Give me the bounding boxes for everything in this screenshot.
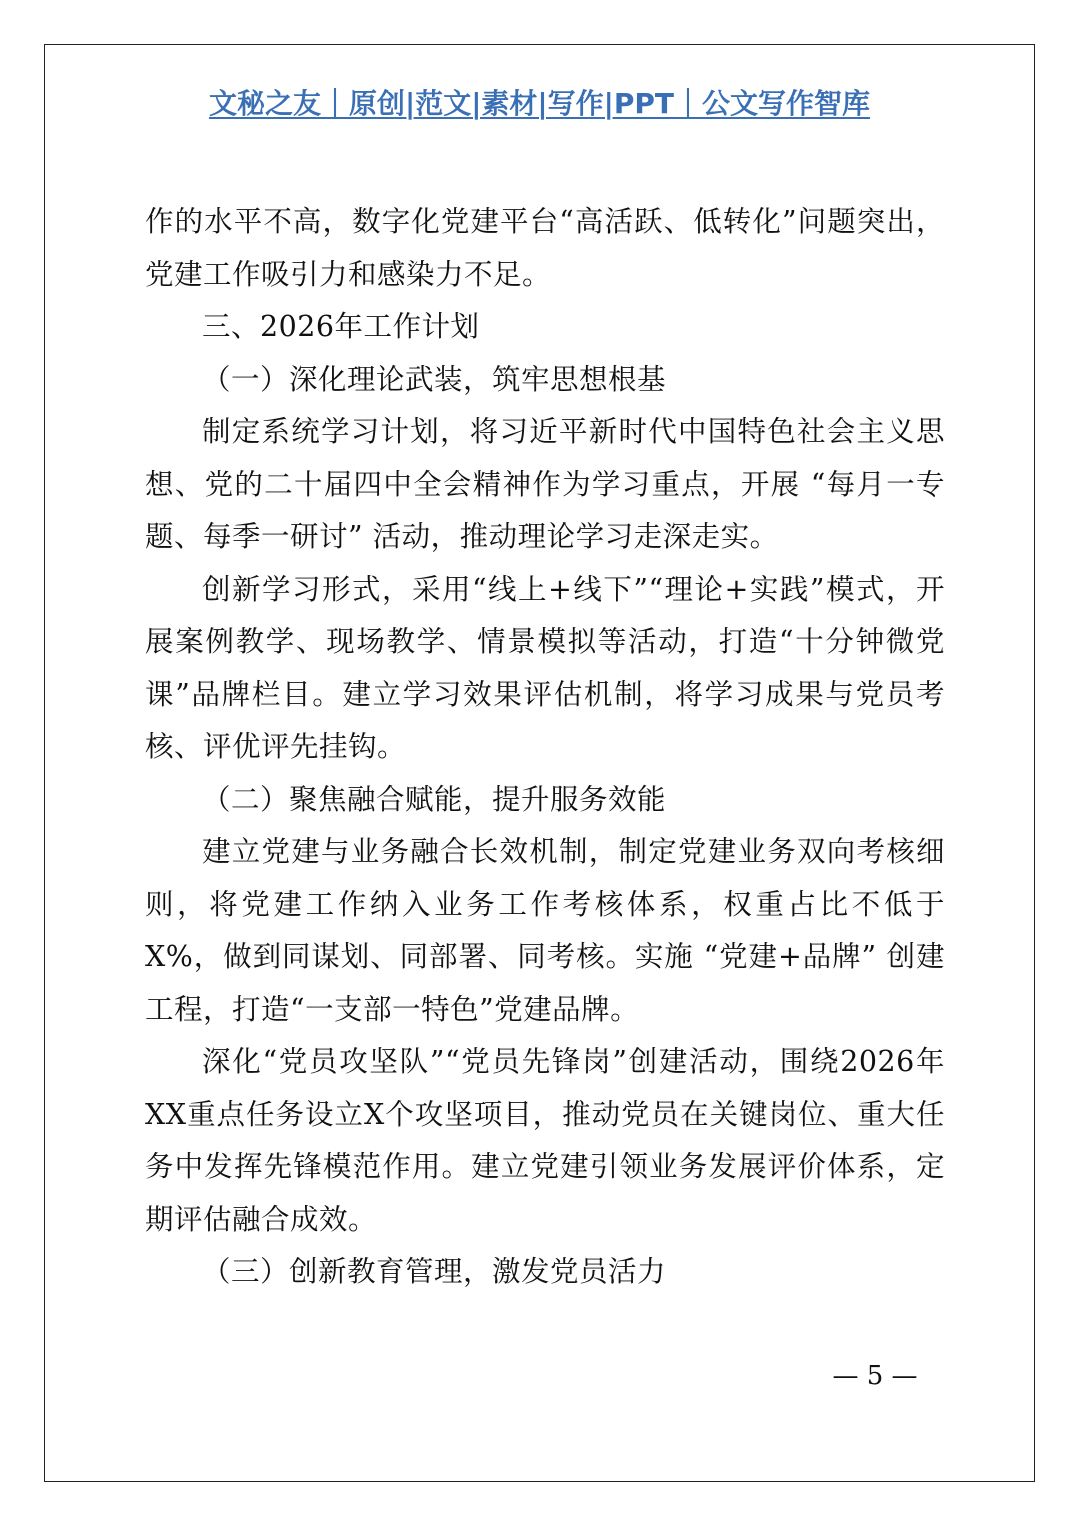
paragraph-study-format: 创新学习形式，采用“线上+线下”“理论+实践”模式，开展案例教学、现场教学、情景模拟等活动，打造“十分钟微党课”品牌栏目。建立学习效果评估机制，将学习成果与党员考核、评优评先挂钩。 <box>145 572 945 763</box>
subsection-heading-1: （一）深化理论武装，筑牢思想根基 <box>202 362 667 396</box>
document-body <box>145 196 945 1299</box>
paragraph-vanguard-activities: 深化“党员攻坚队”“党员先锋岗”创建活动，围绕2026年XX重点任务设立X个攻坚项目，推动党员在关键岗位、重大任务中发挥先锋模范作用。建立党建引领业务发展评价体系，定期评估融合成效。 <box>145 1045 945 1236</box>
header-banner[interactable]: 文秘之友｜原创|范文|素材|写作|PPT｜公文写作智库 <box>208 87 871 120</box>
paragraph-continuation: 作的水平不高，数字化党建平台“高活跃、低转化”问题突出，党建工作吸引力和感染力不足。 <box>145 205 945 291</box>
paragraph-study-plan: 制定系统学习计划，将习近平新时代中国特色社会主义思想、党的二十届四中全会精神作为学习重点，开展 “每月一专题、每季一研讨” 活动，推动理论学习走深走实。 <box>145 415 945 553</box>
page-number: — 5 — <box>832 1361 918 1391</box>
subsection-heading-3: （三）创新教育管理，激发党员活力 <box>202 1255 667 1288</box>
paragraph-integration-mechanism: 建立党建与业务融合长效机制，制定党建业务双向考核细则，将党建工作纳入业务工作考核体系，权重占比不低于 X%，做到同谋划、同部署、同考核。实施 “党建+品牌” 创建工程，打造“一支部一特色”党建品牌。 <box>145 835 945 1026</box>
section-heading-3: 三、2026年工作计划 <box>202 310 480 343</box>
subsection-heading-2: （二）聚焦融合赋能，提升服务效能 <box>202 782 667 816</box>
